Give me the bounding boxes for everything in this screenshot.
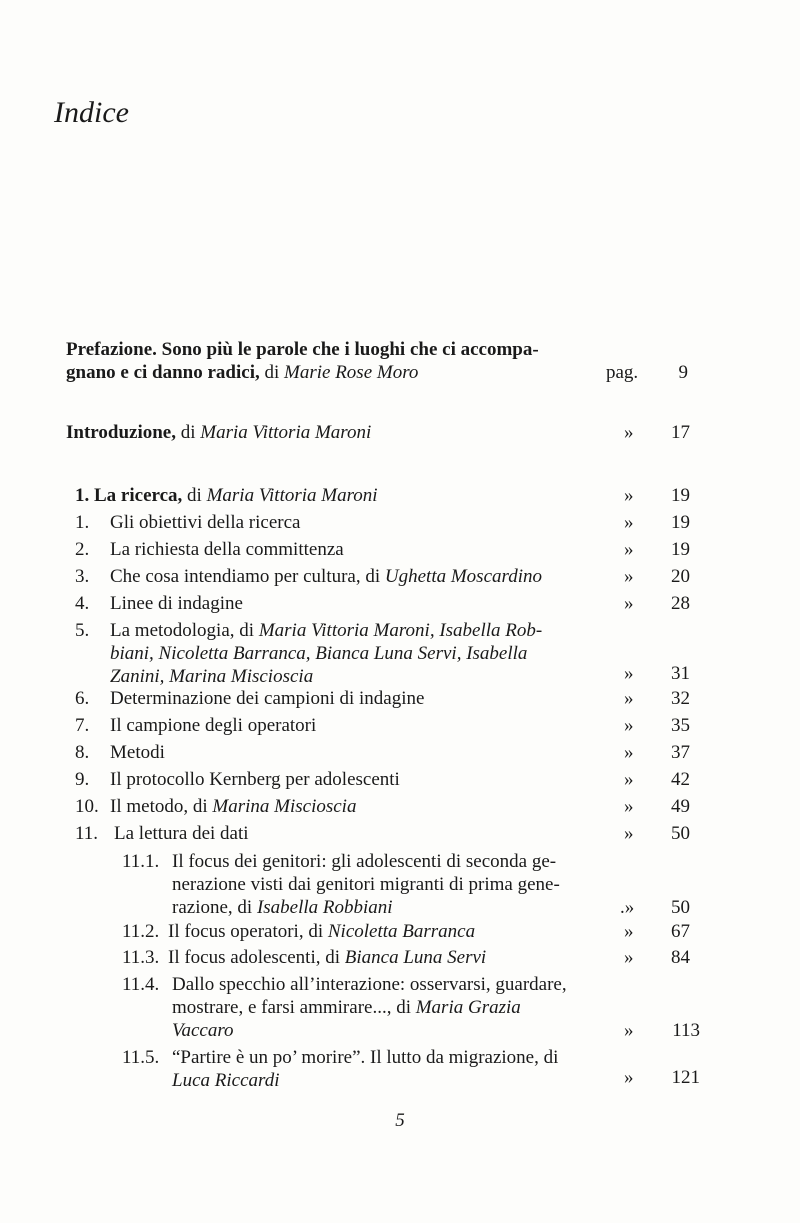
entry-author: Bianca Luna Servi xyxy=(344,947,487,968)
toc-section-number: 1. xyxy=(75,512,90,533)
toc-section-title: Determinazione dei campioni di indagine xyxy=(110,688,425,709)
entry-text: di xyxy=(259,362,285,383)
entry-text: razione, di xyxy=(172,897,257,918)
toc-marker: » xyxy=(624,512,634,533)
toc-marker: » xyxy=(624,688,634,709)
toc-subsection-title: Il focus dei genitori: gli adolescenti di seconda ge- xyxy=(172,851,557,872)
toc-subsection-title: Dallo specchio all’interazione: osservarsi, guardare, xyxy=(172,974,567,995)
toc-page: 17 xyxy=(671,422,690,443)
toc-page: 113 xyxy=(672,1020,700,1041)
toc-page: 19 xyxy=(671,485,690,506)
entry-author: Maria Vittoria Maroni xyxy=(206,485,378,506)
entry-author: Maria Vittoria Maroni, Isabella Rob- xyxy=(258,620,543,641)
entry-author: Maria Vittoria Maroni xyxy=(200,422,372,443)
toc-section-title: La richiesta della committenza xyxy=(110,539,344,560)
toc-subsection-title-cont xyxy=(172,1019,234,1043)
toc-marker: » xyxy=(624,823,634,844)
entry-title: gnano e ci danno radici, xyxy=(66,362,260,383)
toc-subsection-title: “Partire è un po’ morire”. Il lutto da migrazione, di xyxy=(172,1047,559,1068)
toc-section-title: Gli obiettivi della ricerca xyxy=(110,512,301,533)
toc-section-title: Metodi xyxy=(110,742,165,763)
toc-section-number: 9. xyxy=(75,769,90,790)
toc-entry-prefazione-line-1 xyxy=(66,338,539,362)
toc-page: 20 xyxy=(671,566,690,587)
toc-page: 19 xyxy=(671,512,690,533)
entry-author: Maria Grazia xyxy=(415,997,521,1018)
entry-title: Prefazione. Sono più le parole che i luoghi che ci accompa- xyxy=(66,339,539,360)
entry-author: biani, Nicoletta Barranca, Bianca Luna Servi, Isabella xyxy=(110,643,528,664)
toc-page: 50 xyxy=(671,823,690,844)
toc-marker: » xyxy=(624,1020,634,1041)
toc-marker: » xyxy=(624,422,634,443)
entry-text: Che cosa intendiamo per cultura, di xyxy=(110,566,385,587)
entry-author: Luca Riccardi xyxy=(172,1070,280,1091)
entry-author: Marina Miscioscia xyxy=(212,796,357,817)
toc-page: 42 xyxy=(671,769,690,790)
toc-section-title: La lettura dei dati xyxy=(114,823,249,844)
toc-marker: .» xyxy=(620,897,635,918)
toc-section-title xyxy=(110,619,542,643)
toc-section-title: Linee di indagine xyxy=(110,593,243,614)
toc-subsection-number: 11.4. xyxy=(122,974,160,995)
toc-section-number: 3. xyxy=(75,566,90,587)
toc-section-number: 11. xyxy=(75,823,99,844)
entry-author: Vaccaro xyxy=(172,1020,234,1041)
toc-subsection-number: 11.3. xyxy=(122,947,160,968)
toc-page: 32 xyxy=(671,688,690,709)
toc-page: 67 xyxy=(671,921,690,942)
toc-marker: » xyxy=(624,947,634,968)
toc-page: 19 xyxy=(671,539,690,560)
toc-page: 28 xyxy=(671,593,690,614)
toc-subsection-title-cont: nerazione visti dai genitori migranti di prima gene- xyxy=(172,874,560,895)
toc-marker: » xyxy=(624,663,634,684)
toc-marker: » xyxy=(624,566,634,587)
toc-page: 121 xyxy=(671,1067,700,1088)
toc-section-number: 5. xyxy=(75,620,90,641)
page-title: Indice xyxy=(54,96,129,129)
toc-subsection-title xyxy=(168,946,486,970)
toc-subsection-title xyxy=(168,920,475,944)
toc-section-number: 8. xyxy=(75,742,90,763)
toc-subsection-number: 11.2. xyxy=(122,921,160,942)
toc-section-title xyxy=(110,795,356,819)
toc-section-number: 6. xyxy=(75,688,90,709)
entry-text: di xyxy=(182,485,207,506)
toc-marker: » xyxy=(624,593,634,614)
toc-marker: » xyxy=(624,921,634,942)
toc-marker: » xyxy=(624,715,634,736)
toc-subsection-number: 11.5. xyxy=(122,1047,160,1068)
toc-entry-prefazione-line-2 xyxy=(66,361,418,385)
entry-text: Il focus operatori, di xyxy=(168,921,328,942)
toc-marker: » xyxy=(624,1067,634,1088)
toc-section-title: Il campione degli operatori xyxy=(110,715,317,736)
entry-author: Zanini, Marina Miscioscia xyxy=(110,666,314,687)
entry-title: 1. La ricerca, xyxy=(75,485,183,506)
toc-subsection-title-cont xyxy=(172,996,521,1020)
toc-subsection-number: 11.1. xyxy=(122,851,160,872)
toc-page: 49 xyxy=(671,796,690,817)
toc-page: 9 xyxy=(678,362,688,383)
toc-page: 84 xyxy=(671,947,690,968)
toc-section-title: Il protocollo Kernberg per adolescenti xyxy=(110,769,400,790)
toc-page: 50 xyxy=(671,897,690,918)
toc-section-title-cont xyxy=(110,665,313,689)
toc-page: 35 xyxy=(671,715,690,736)
toc-section-title xyxy=(110,565,542,589)
toc-section-number: 2. xyxy=(75,539,90,560)
toc-subsection-title-cont xyxy=(172,896,393,920)
toc-entry-chapter-1 xyxy=(75,484,378,508)
entry-text: La metodologia, di xyxy=(110,620,259,641)
toc-subsection-title-cont xyxy=(172,1069,279,1093)
entry-text: mostrare, e farsi ammirare..., di xyxy=(172,997,416,1018)
toc-marker: pag. xyxy=(606,362,639,383)
entry-author: Ughetta Moscardino xyxy=(384,566,542,587)
entry-title: Introduzione, xyxy=(66,422,176,443)
entry-author: Isabella Robbiani xyxy=(256,897,393,918)
toc-section-number: 4. xyxy=(75,593,90,614)
toc-marker: » xyxy=(624,769,634,790)
toc-marker: » xyxy=(624,796,634,817)
entry-author: Marie Rose Moro xyxy=(284,362,419,383)
toc-section-title-cont xyxy=(110,642,527,666)
toc-page: 37 xyxy=(671,742,690,763)
toc-section-number: 7. xyxy=(75,715,90,736)
toc-page: 31 xyxy=(671,663,690,684)
toc-marker: » xyxy=(624,742,634,763)
toc-marker: » xyxy=(624,485,634,506)
entry-text: di xyxy=(175,422,201,443)
entry-text: Il metodo, di xyxy=(110,796,213,817)
entry-author: Nicoletta Barranca xyxy=(327,921,476,942)
page-number: 5 xyxy=(395,1110,405,1131)
toc-section-number: 10. xyxy=(75,796,99,817)
toc-marker: » xyxy=(624,539,634,560)
entry-text: Il focus adolescenti, di xyxy=(168,947,345,968)
toc-entry-introduzione xyxy=(66,421,371,445)
